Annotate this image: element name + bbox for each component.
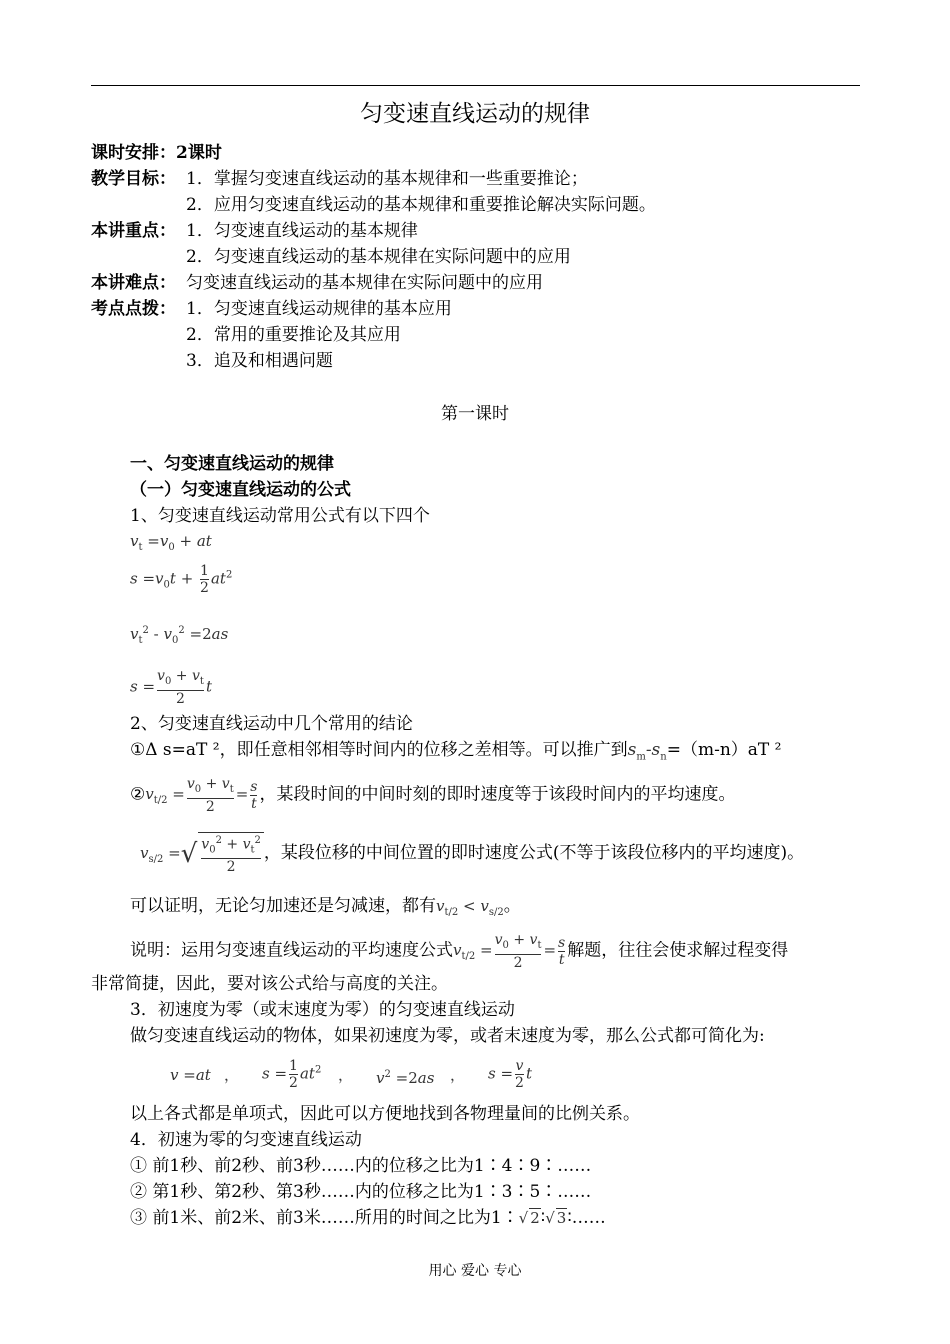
ratio-1: ① 前1秒、前2秒、前3秒……内的位移之比为1∶4∶9∶…… xyxy=(130,1156,592,1176)
schedule-line xyxy=(91,142,222,164)
conclusion-1 xyxy=(130,739,781,768)
focus-label: 本讲重点： xyxy=(91,221,176,241)
conclusion-3 xyxy=(140,832,804,875)
item-3-text: 做匀变速直线运动的物体，如果初速度为零，或者末速度为零，那么公式都可简化为: xyxy=(130,1026,765,1046)
section-heading: 一、匀变速直线运动的规律 xyxy=(130,454,334,474)
conclusion-1-n: n xyxy=(660,751,667,763)
formula-simple-v2: $v^2 =2as$ xyxy=(376,1069,435,1087)
comma: ， xyxy=(224,1066,240,1084)
sqrt-2: √ 2 xyxy=(518,1209,540,1227)
note-continuation: 非常简捷，因此，要对该公式给与高度的关注。 xyxy=(91,974,448,994)
conclusion-1-sn: -s xyxy=(645,740,661,760)
conclusion-2-text: ，某段时间的中间时刻的即时速度等于该段时间内的平均速度。 xyxy=(259,784,736,805)
goal-item: 1．掌握匀变速直线运动的基本规律和一些重要推论； xyxy=(186,169,588,189)
item-3: 3．初速度为零（或末速度为零）的匀变速直线运动 xyxy=(130,1000,515,1020)
proof-text: 可以证明，无论匀加速还是匀减速，都有 xyxy=(130,896,436,916)
formula-inequality: $v_{t/2} < v_{s/2}$ xyxy=(436,897,504,918)
conclusion-1-m: m xyxy=(636,751,646,763)
point-item: 1．匀变速直线运动规律的基本应用 xyxy=(186,299,452,319)
goal-item: 2．应用匀变速直线运动的基本规律和重要推论解决实际问题。 xyxy=(186,195,656,215)
single-term-note: 以上各式都是单项式，因此可以方便地找到各物理量间的比例关系。 xyxy=(130,1104,640,1124)
focus-item: 1．匀变速直线运动的基本规律 xyxy=(186,221,418,241)
difficulty-label: 本讲难点： xyxy=(91,273,176,293)
note-line xyxy=(130,932,788,971)
formula-velocity: $v_t =v_0$ + at xyxy=(130,532,212,553)
page-footer: 用心 爱心 专心 xyxy=(428,1263,522,1279)
comma: ， xyxy=(450,1066,466,1084)
conclusion-1-s: s xyxy=(627,740,637,760)
sqrt-3: √ 3 xyxy=(545,1209,567,1227)
conclusion-2-marker: ② xyxy=(130,784,146,805)
page-title: 匀变速直线运动的规律 xyxy=(360,101,590,127)
conclusion-1-text: ①Δ s=aT ²，即任意相邻相等时间内的位移之差相等。可以推广到 xyxy=(130,740,628,760)
formula-average-velocity: $v_{t/2}$ = $\frac{v_0 + v_t}{2}$ = $\frac{s}{t}$ xyxy=(453,932,566,971)
item-2: 2、匀变速直线运动中几个常用的结论 xyxy=(130,714,413,734)
ratio-colon: ∶ xyxy=(540,1208,546,1228)
conclusion-1-tail: =（m-n）aT ² xyxy=(666,740,782,760)
point-item: 2．常用的重要推论及其应用 xyxy=(186,325,401,345)
comma: ， xyxy=(338,1066,354,1084)
item-1: 1、匀变速直线运动常用公式有以下四个 xyxy=(130,506,430,526)
formula-displacement: $s =v_0t$ + $\frac{1}{2}$ $at^2$ xyxy=(130,563,233,596)
note-text: 说明：运用匀变速直线运动的平均速度公式 xyxy=(130,940,453,961)
focus-item: 2．匀变速直线运动的基本规律在实际问题中的应用 xyxy=(186,247,571,267)
formula-simple-s2: s = $\frac{v}{2}$ t xyxy=(488,1058,532,1091)
proof-end: 。 xyxy=(503,896,521,916)
point-item: 3．追及和相遇问题 xyxy=(186,351,333,371)
schedule-value: 2课时 xyxy=(176,143,222,163)
ratio-3 xyxy=(130,1207,606,1229)
ratio-3-text: ③ 前1米、前2米、前3米……所用的时间之比为1∶ xyxy=(130,1208,519,1228)
lesson-heading: 第一课时 xyxy=(441,404,509,424)
item-4: 4．初速为零的匀变速直线运动 xyxy=(130,1130,362,1150)
formula-simple-v: v =at xyxy=(170,1066,211,1084)
formula-average: s = $\frac{v_0 + v_t}{2}$ t xyxy=(130,668,212,707)
proof-line xyxy=(130,895,521,922)
formula-mid-position-velocity: $v_{s/2}$ =√ $\frac{v_0^2 + v_t^2}{2}$ xyxy=(140,844,264,862)
formula-simple-s: s = $\frac{1}{2}$ $at^2$ xyxy=(262,1058,322,1091)
goals-label: 教学目标： xyxy=(91,169,176,189)
conclusion-2 xyxy=(130,776,735,815)
formula-velocity-squared: $v_t^2 - v_0^2 =2as$ xyxy=(130,625,229,646)
formula-mid-time-velocity: $v_{t/2}$ = $\frac{v_0 + v_t}{2}$ = $\frac{s}{t}$ xyxy=(145,776,258,815)
points-label: 考点点拨： xyxy=(91,299,176,319)
note-text-2: 解题，往往会使求解过程变得 xyxy=(567,940,789,961)
conclusion-3-text: ，某段位移的中间位置的即时速度公式(不等于该段位移内的平均速度)。 xyxy=(263,843,805,864)
top-rule xyxy=(91,85,860,86)
ratio-2: ② 第1秒、第2秒、第3秒……内的位移之比为1∶3∶5∶…… xyxy=(130,1182,592,1202)
schedule-label: 课时安排： xyxy=(91,143,176,163)
ratio-3-tail: ∶…… xyxy=(567,1208,606,1228)
subsection-heading: （一）匀变速直线运动的公式 xyxy=(130,480,351,500)
difficulty-text: 匀变速直线运动的基本规律在实际问题中的应用 xyxy=(186,273,543,293)
